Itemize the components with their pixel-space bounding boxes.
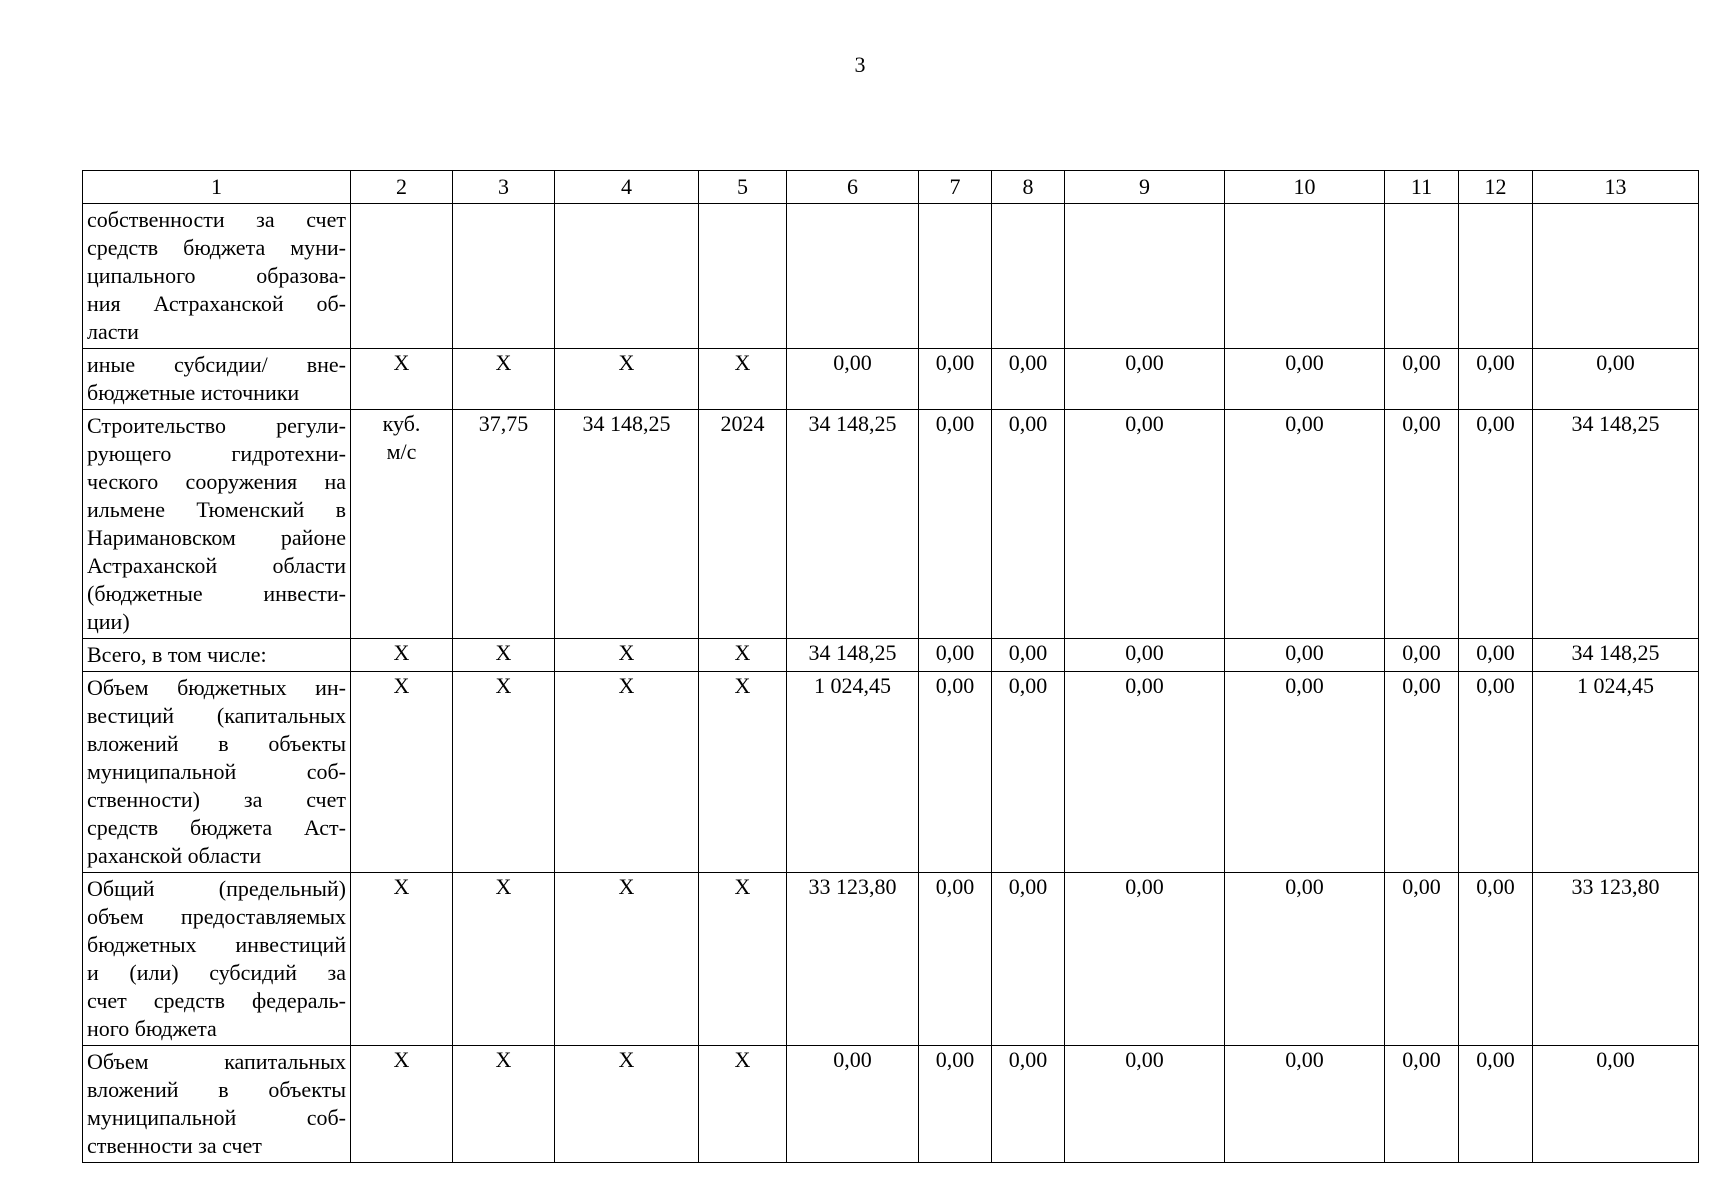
- unit-line: куб.: [382, 411, 421, 436]
- cell-col-7: [919, 204, 992, 349]
- description-line: иные субсидии/ вне-: [87, 352, 346, 377]
- table-row: [83, 410, 1699, 639]
- column-header-7: 7: [919, 171, 992, 204]
- description-line: ласти: [87, 319, 139, 344]
- description-line: Астраханской области: [87, 553, 346, 578]
- cell-col-10: [1225, 204, 1385, 349]
- cell-col-8: 0,00: [992, 410, 1065, 639]
- cell-col-6: 0,00: [787, 1046, 919, 1163]
- column-header-8: 8: [992, 171, 1065, 204]
- column-header-11: 11: [1385, 171, 1459, 204]
- cell-col-3: 37,75: [453, 410, 555, 639]
- cell-col-10: 0,00: [1225, 1046, 1385, 1163]
- cell-col-6: [787, 204, 919, 349]
- cell-col-8: [992, 204, 1065, 349]
- description-line: и (или) субсидий за: [87, 960, 346, 985]
- cell-col-11: 0,00: [1385, 873, 1459, 1046]
- cell-col-11: 0,00: [1385, 672, 1459, 873]
- cell-col-2: [351, 204, 453, 349]
- cell-col-13: 33 123,80: [1533, 873, 1699, 1046]
- description-line: рующего гидротехни-: [87, 441, 346, 466]
- cell-col-7: 0,00: [919, 873, 992, 1046]
- description-line: вложений в объекты: [87, 731, 346, 756]
- table-row: [83, 873, 1699, 1046]
- column-header-9: 9: [1065, 171, 1225, 204]
- cell-col-3: [453, 204, 555, 349]
- row-description: [83, 1046, 351, 1163]
- description-line: муниципальной соб-: [87, 759, 346, 784]
- column-header-1: 1: [83, 171, 351, 204]
- column-header-5: 5: [699, 171, 787, 204]
- header-row: [83, 171, 1699, 204]
- row-description: [83, 410, 351, 639]
- cell-col-10: 0,00: [1225, 410, 1385, 639]
- cell-col-6: 0,00: [787, 349, 919, 410]
- cell-col-12: [1459, 204, 1533, 349]
- description-line: Объем капитальных: [87, 1049, 346, 1074]
- description-line: бюджетных инвестиций: [87, 932, 346, 957]
- description-line: ческого сооружения на: [87, 469, 346, 494]
- cell-col-3: Х: [453, 639, 555, 672]
- cell-col-9: 0,00: [1065, 410, 1225, 639]
- cell-col-8: 0,00: [992, 349, 1065, 410]
- cell-col-2: [351, 410, 453, 639]
- table-body: [83, 204, 1699, 1163]
- cell-col-2: Х: [351, 639, 453, 672]
- description-line: ципального образова-: [87, 263, 346, 288]
- cell-col-12: 0,00: [1459, 873, 1533, 1046]
- cell-col-9: 0,00: [1065, 1046, 1225, 1163]
- cell-col-3: Х: [453, 1046, 555, 1163]
- column-header-6: 6: [787, 171, 919, 204]
- cell-col-13: 0,00: [1533, 1046, 1699, 1163]
- cell-col-8: 0,00: [992, 639, 1065, 672]
- cell-col-4: Х: [555, 1046, 699, 1163]
- cell-col-8: 0,00: [992, 873, 1065, 1046]
- cell-col-7: 0,00: [919, 410, 992, 639]
- cell-col-13: 34 148,25: [1533, 410, 1699, 639]
- description-line: ного бюджета: [87, 1016, 217, 1041]
- cell-col-2: Х: [351, 672, 453, 873]
- cell-col-6: 1 024,45: [787, 672, 919, 873]
- cell-col-11: 0,00: [1385, 410, 1459, 639]
- cell-col-9: 0,00: [1065, 672, 1225, 873]
- cell-col-11: [1385, 204, 1459, 349]
- cell-col-7: 0,00: [919, 349, 992, 410]
- cell-col-2: Х: [351, 1046, 453, 1163]
- cell-col-4: [555, 204, 699, 349]
- cell-col-11: 0,00: [1385, 639, 1459, 672]
- cell-col-10: 0,00: [1225, 639, 1385, 672]
- cell-col-7: 0,00: [919, 639, 992, 672]
- description-line: бюджетные источники: [87, 380, 300, 405]
- cell-col-3: Х: [453, 672, 555, 873]
- cell-col-5: [699, 204, 787, 349]
- description-line: Общий (предельный): [87, 876, 346, 901]
- cell-col-5: Х: [699, 639, 787, 672]
- table-row: [83, 1046, 1699, 1163]
- cell-col-5: Х: [699, 1046, 787, 1163]
- description-line: средств бюджета муни-: [87, 235, 346, 260]
- row-description: [83, 672, 351, 873]
- description-line: Строительство регули-: [87, 413, 346, 438]
- description-line: ния Астраханской об-: [87, 291, 346, 316]
- table-row: [83, 349, 1699, 410]
- description-line: вложений в объекты: [87, 1077, 346, 1102]
- cell-col-5: Х: [699, 672, 787, 873]
- cell-col-13: [1533, 204, 1699, 349]
- cell-col-13: 34 148,25: [1533, 639, 1699, 672]
- cell-col-6: 33 123,80: [787, 873, 919, 1046]
- cell-col-13: 0,00: [1533, 349, 1699, 410]
- cell-col-4: Х: [555, 349, 699, 410]
- description-line: ции): [87, 609, 130, 634]
- cell-col-6: 34 148,25: [787, 639, 919, 672]
- cell-col-10: 0,00: [1225, 672, 1385, 873]
- description-line: счет средств федераль-: [87, 988, 346, 1013]
- cell-col-9: [1065, 204, 1225, 349]
- description-line: Всего, в том числе:: [87, 642, 267, 667]
- cell-col-12: 0,00: [1459, 639, 1533, 672]
- row-description: [83, 873, 351, 1046]
- page-number: 3: [854, 52, 866, 77]
- cell-col-13: 1 024,45: [1533, 672, 1699, 873]
- cell-col-5: 2024: [699, 410, 787, 639]
- column-header-3: 3: [453, 171, 555, 204]
- cell-col-11: 0,00: [1385, 1046, 1459, 1163]
- cell-col-4: Х: [555, 672, 699, 873]
- column-header-2: 2: [351, 171, 453, 204]
- cell-col-7: 0,00: [919, 672, 992, 873]
- cell-col-3: Х: [453, 349, 555, 410]
- description-line: Объем бюджетных ин-: [87, 675, 346, 700]
- cell-col-7: 0,00: [919, 1046, 992, 1163]
- description-line: ственности) за счет: [87, 787, 346, 812]
- row-description: [83, 349, 351, 410]
- cell-col-5: Х: [699, 873, 787, 1046]
- cell-col-4: Х: [555, 873, 699, 1046]
- cell-col-12: 0,00: [1459, 672, 1533, 873]
- column-header-13: 13: [1533, 171, 1699, 204]
- budget-table: [82, 170, 1699, 1163]
- column-header-4: 4: [555, 171, 699, 204]
- description-line: собственности за счет: [87, 207, 346, 232]
- row-description: [83, 639, 351, 672]
- row-description: [83, 204, 351, 349]
- column-header-10: 10: [1225, 171, 1385, 204]
- column-header-12: 12: [1459, 171, 1533, 204]
- cell-col-6: 34 148,25: [787, 410, 919, 639]
- cell-col-9: 0,00: [1065, 349, 1225, 410]
- description-line: объем предоставляемых: [87, 904, 346, 929]
- unit-line: м/с: [386, 439, 417, 464]
- table-row: [83, 672, 1699, 873]
- table-row: [83, 639, 1699, 672]
- description-line: ильмене Тюменский в: [87, 497, 346, 522]
- description-line: вестиций (капитальных: [87, 703, 346, 728]
- table-row: [83, 204, 1699, 349]
- cell-col-3: Х: [453, 873, 555, 1046]
- cell-col-4: 34 148,25: [555, 410, 699, 639]
- cell-col-4: Х: [555, 639, 699, 672]
- description-line: Наримановском районе: [87, 525, 346, 550]
- description-line: ственности за счет: [87, 1133, 262, 1158]
- cell-col-12: 0,00: [1459, 349, 1533, 410]
- cell-col-9: 0,00: [1065, 639, 1225, 672]
- cell-col-2: Х: [351, 873, 453, 1046]
- cell-col-2: Х: [351, 349, 453, 410]
- cell-col-10: 0,00: [1225, 873, 1385, 1046]
- cell-col-12: 0,00: [1459, 410, 1533, 639]
- cell-col-5: Х: [699, 349, 787, 410]
- description-line: раханской области: [87, 843, 262, 868]
- cell-col-10: 0,00: [1225, 349, 1385, 410]
- description-line: (бюджетные инвести-: [87, 581, 346, 606]
- description-line: средств бюджета Аст-: [87, 815, 346, 840]
- cell-col-8: 0,00: [992, 1046, 1065, 1163]
- cell-col-12: 0,00: [1459, 1046, 1533, 1163]
- cell-col-9: 0,00: [1065, 873, 1225, 1046]
- cell-col-11: 0,00: [1385, 349, 1459, 410]
- cell-col-8: 0,00: [992, 672, 1065, 873]
- description-line: муниципальной соб-: [87, 1105, 346, 1130]
- table-header: [83, 171, 1699, 204]
